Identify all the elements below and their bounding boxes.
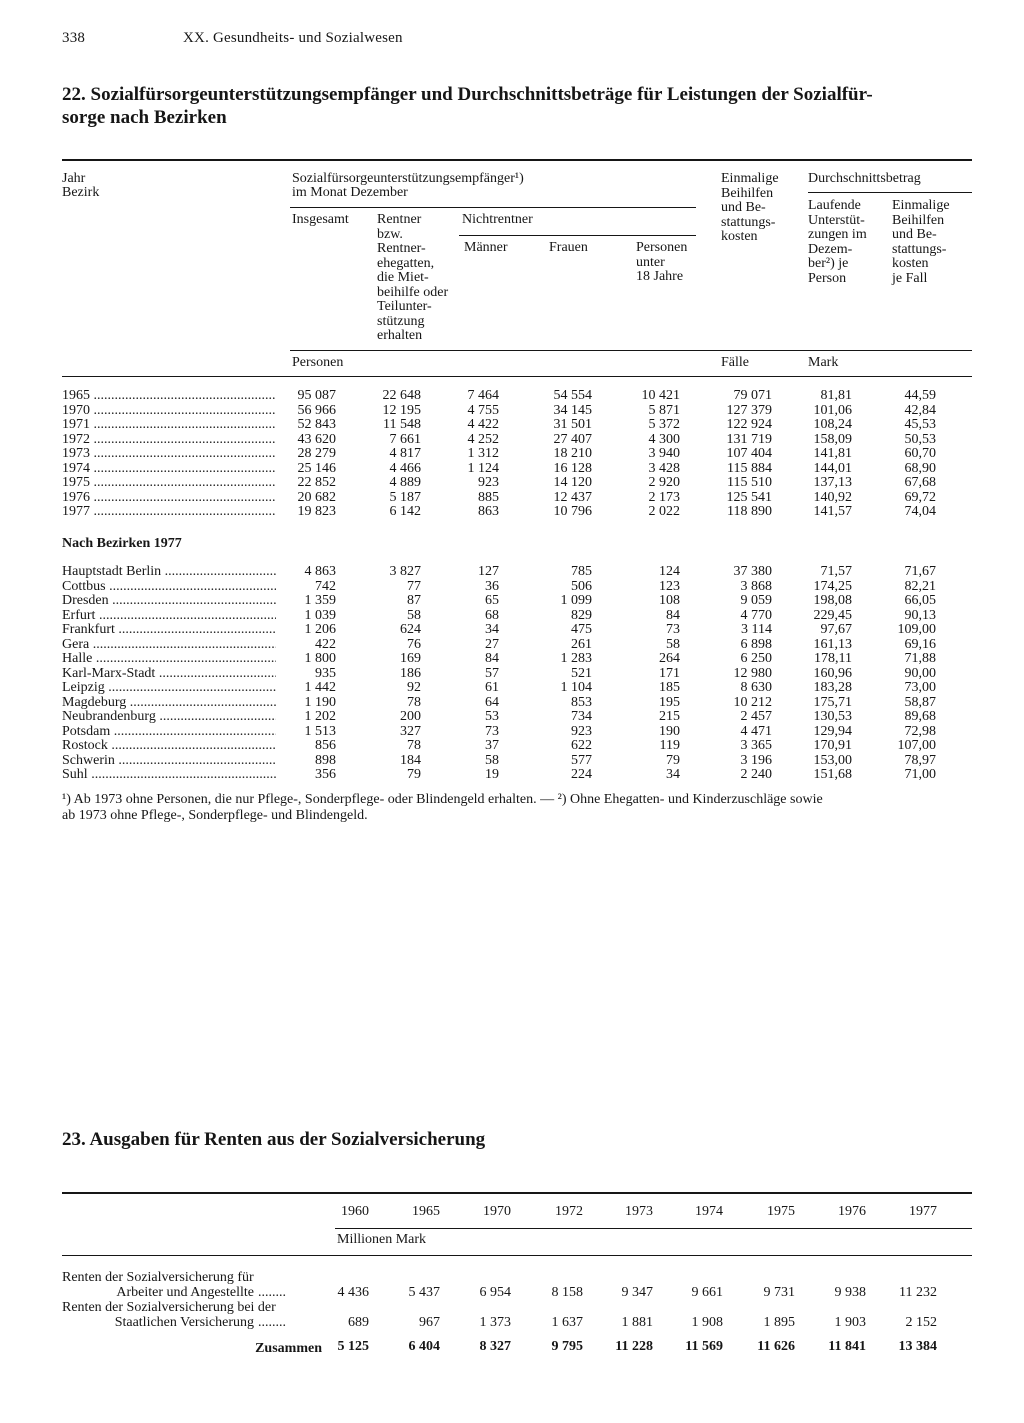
district-row-cell: 174,25 [813, 578, 852, 594]
year-row-cell: 42,84 [904, 402, 936, 418]
year-row-cell: 54 554 [553, 388, 592, 403]
year-row-cell: 27 407 [553, 431, 592, 447]
table23-cell: 1 908 [691, 1314, 723, 1330]
district-row-cell: 78,97 [904, 752, 936, 768]
district-row-cell: 521 [571, 665, 592, 681]
district-row-label: Suhl ..... [62, 768, 276, 783]
district-row-cell: 3 868 [740, 578, 772, 594]
district-row-label: Rostock ..... [62, 739, 276, 754]
district-row-label: Frankfurt ..... [62, 623, 276, 638]
district-row-cell: 506 [571, 578, 592, 594]
year-row-cell: 5 871 [648, 402, 680, 418]
table23-cell: 2 152 [905, 1314, 937, 1330]
col-rentner: Rentner bzw. Rentner- ehegatten, die Miet- beihilfe oder Teilunter- stützung erhalten [377, 212, 449, 343]
table22-top-rule [62, 159, 972, 161]
district-row-cell: 624 [400, 622, 421, 637]
district-row-cell: 161,13 [813, 636, 852, 652]
year-row-label: 1977 ..... [62, 505, 276, 520]
year-row-cell: 108,24 [813, 417, 852, 432]
district-row-cell: 198,08 [813, 593, 852, 608]
page-number: 338 [62, 30, 86, 46]
year-row-cell: 14 120 [553, 475, 592, 490]
year-row-cell: 4 300 [648, 431, 680, 447]
table23-year-header: 1970 [483, 1204, 511, 1219]
year-row-cell: 11 548 [383, 417, 421, 432]
district-row-cell: 178,11 [814, 651, 852, 666]
district-row-label: Leipzig ..... [62, 681, 276, 696]
district-row-cell: 3 827 [389, 564, 421, 579]
table23-total-label: Zusammen [255, 1341, 322, 1356]
district-row-cell: 3 365 [740, 738, 772, 753]
year-row-cell: 4 252 [467, 431, 499, 447]
table23-total-cell: 11 228 [615, 1339, 653, 1354]
district-row-cell: 170,91 [813, 738, 852, 753]
district-row-label: Halle ..... [62, 652, 276, 667]
district-row-cell: 3 114 [741, 622, 772, 637]
col-frauen: Frauen [549, 240, 588, 255]
district-row-cell: 124 [659, 564, 680, 579]
year-row-cell: 56 966 [297, 402, 336, 418]
year-row-cell: 115 884 [727, 460, 772, 476]
year-row-cell: 118 890 [727, 504, 772, 519]
year-row-label: 1965 ..... [62, 389, 276, 404]
year-row-cell: 16 128 [553, 460, 592, 476]
district-row-cell: 34 [666, 767, 680, 782]
table23-cell: 4 436 [337, 1284, 369, 1300]
district-row-cell: 1 104 [560, 680, 592, 695]
table23-year-header: 1973 [625, 1204, 653, 1219]
table23-unit: Millionen Mark [337, 1232, 427, 1247]
year-row-cell: 923 [478, 475, 499, 490]
year-row-cell: 863 [478, 504, 499, 519]
year-row-cell: 1 312 [467, 446, 499, 461]
footnote-2: ab 1973 ohne Pflege-, Sonderpflege- und Blindengeld. [62, 808, 368, 823]
district-row-cell: 190 [659, 723, 680, 739]
district-row-cell: 923 [571, 723, 592, 739]
district-row-cell: 71,88 [904, 651, 936, 666]
table22-group-rule [290, 207, 696, 208]
table23-cell: 1 881 [621, 1314, 653, 1330]
district-row-cell: 37 380 [733, 564, 772, 579]
year-row-cell: 67,68 [904, 475, 936, 490]
district-row-label: Dresden ..... [62, 594, 276, 609]
table23-year-header: 1976 [838, 1204, 866, 1219]
district-row-cell: 175,71 [813, 694, 852, 710]
unit-mark: Mark [808, 355, 839, 370]
district-row-cell: 171 [659, 665, 680, 681]
year-row-cell: 4 817 [389, 446, 421, 461]
district-row-cell: 73,00 [904, 680, 936, 695]
district-row-label: Gera ..... [62, 638, 276, 653]
year-row-cell: 79 071 [733, 388, 772, 403]
district-row-cell: 57 [485, 665, 499, 681]
year-row-label: 1973 ..... [62, 447, 276, 462]
year-row-label: 1972 ..... [62, 433, 276, 448]
year-row-cell: 44,59 [904, 388, 936, 403]
district-row-cell: 169 [400, 651, 421, 666]
district-row-cell: 27 [485, 636, 499, 652]
table23-year-header: 1975 [767, 1204, 795, 1219]
district-row-cell: 734 [571, 709, 592, 724]
table23-year-header: 1965 [412, 1204, 440, 1219]
table23-cell: 8 158 [551, 1284, 583, 1300]
district-row-cell: 77 [407, 578, 421, 594]
district-row-cell: 160,96 [813, 665, 852, 681]
district-row-cell: 935 [315, 665, 336, 681]
year-row-cell: 1 124 [467, 460, 499, 476]
district-row-cell: 71,67 [904, 564, 936, 579]
unit-personen: Personen [292, 355, 344, 370]
year-row-cell: 52 843 [297, 417, 336, 432]
year-row-cell: 140,92 [813, 489, 852, 505]
year-row-cell: 95 087 [297, 388, 336, 403]
district-row-cell: 73 [666, 622, 680, 637]
district-row-cell: 1 359 [304, 593, 336, 608]
table23-cell: 689 [348, 1314, 369, 1330]
table23-cell: 1 895 [763, 1314, 795, 1330]
year-row-label: 1974 ..... [62, 462, 276, 477]
district-row-cell: 785 [571, 564, 592, 579]
district-row-cell: 87 [407, 593, 421, 608]
year-row-cell: 20 682 [297, 489, 336, 505]
table23-total-cell: 8 327 [479, 1339, 511, 1354]
district-row-cell: 1 283 [560, 651, 592, 666]
district-row-cell: 66,05 [904, 593, 936, 608]
district-row-cell: 327 [400, 723, 421, 739]
district-row-label: Neubrandenburg ..... [62, 710, 276, 725]
district-row-cell: 1 513 [304, 723, 336, 739]
district-row-cell: 853 [571, 694, 592, 710]
year-row-cell: 31 501 [553, 417, 592, 432]
district-row-cell: 4 471 [740, 723, 772, 739]
table23-year-header: 1974 [695, 1204, 723, 1219]
district-row-cell: 1 442 [304, 680, 336, 695]
district-row-label: Cottbus ..... [62, 580, 276, 595]
district-row-cell: 1 190 [304, 694, 336, 710]
district-row-cell: 829 [571, 607, 592, 623]
table22-title-line2: sorge nach Bezirken [62, 107, 227, 128]
district-row-cell: 109,00 [897, 622, 936, 637]
district-row-cell: 58 [485, 752, 499, 768]
district-row-cell: 65 [485, 593, 499, 608]
district-row-cell: 79 [407, 767, 421, 782]
district-row-cell: 151,68 [813, 767, 852, 782]
district-row-cell: 2 457 [740, 709, 772, 724]
district-row-cell: 6 250 [740, 651, 772, 666]
district-row-cell: 72,98 [904, 723, 936, 739]
year-row-cell: 2 920 [648, 475, 680, 490]
year-row-cell: 43 620 [297, 431, 336, 447]
year-row-label: 1975 ..... [62, 476, 276, 491]
district-row-cell: 129,94 [813, 723, 852, 739]
table23-cell: 9 347 [621, 1284, 653, 1300]
district-row-cell: 97,67 [820, 622, 852, 637]
col-einmalige-je-fall: Einmalige Beihilfen und Be- stattungs- kosten je Fall [892, 198, 950, 286]
table22-durchschnitt-rule [808, 192, 972, 193]
col-bezirk: Bezirk [62, 185, 100, 200]
year-row-cell: 81,81 [820, 388, 852, 403]
year-row-cell: 50,53 [904, 431, 936, 447]
year-row-cell: 45,53 [904, 417, 936, 432]
district-row-cell: 3 196 [740, 752, 772, 768]
table23-cell: 967 [419, 1314, 440, 1330]
year-row-cell: 141,57 [813, 504, 852, 519]
year-row-label: 1971 ..... [62, 418, 276, 433]
year-row-cell: 18 210 [553, 446, 592, 461]
table23-total-cell: 13 384 [898, 1339, 937, 1354]
table23-row-label: Staatlichen Versicherung [114, 1314, 254, 1330]
district-row-cell: 73 [485, 723, 499, 739]
col-nichtrentner: Nichtrentner [462, 212, 533, 227]
district-row-cell: 71,00 [904, 767, 936, 782]
district-row-cell: 78 [407, 738, 421, 753]
district-row-cell: 127 [478, 564, 499, 579]
unit-faelle: Fälle [721, 355, 749, 370]
col-laufende: Laufende Unterstüt- zungen im Dezem- ber²) je Person [808, 198, 867, 286]
table23-cell: 11 232 [899, 1284, 937, 1300]
table23-year-header: 1972 [555, 1204, 583, 1219]
table23-total-cell: 11 569 [685, 1339, 723, 1354]
district-row-cell: 119 [659, 738, 680, 753]
year-row-cell: 4 755 [467, 402, 499, 418]
year-row-cell: 885 [478, 489, 499, 505]
year-row-cell: 144,01 [813, 460, 852, 476]
district-row-cell: 84 [485, 651, 499, 666]
district-row-cell: 84 [666, 607, 680, 623]
district-row-cell: 79 [666, 752, 680, 768]
table23-total-cell: 9 795 [551, 1339, 583, 1354]
year-row-cell: 68,90 [904, 460, 936, 476]
district-row-cell: 2 240 [740, 767, 772, 782]
year-row-cell: 12 437 [553, 489, 592, 505]
year-row-cell: 69,72 [904, 489, 936, 505]
year-row-cell: 101,06 [813, 402, 852, 418]
year-row-cell: 2 173 [648, 489, 680, 505]
table23-total-cell: 5 125 [337, 1339, 369, 1354]
district-row-cell: 4 770 [740, 607, 772, 623]
district-row-cell: 9 059 [740, 593, 772, 608]
year-row-cell: 3 428 [648, 460, 680, 476]
district-row-cell: 264 [659, 651, 680, 666]
district-row-label: Schwerin ..... [62, 754, 276, 769]
footnote-1: ¹) Ab 1973 ohne Personen, die nur Pflege-, Sonderpflege- oder Blindengeld erhalten. — ²) Ohne Ehegatten- und Kinderzuschläge sowie [62, 792, 823, 807]
year-row-cell: 12 195 [382, 402, 421, 418]
year-row-cell: 10 796 [553, 504, 592, 519]
year-row-cell: 127 379 [726, 402, 772, 418]
district-row-cell: 183,28 [813, 680, 852, 695]
year-row-cell: 28 279 [297, 446, 336, 461]
chapter-title: XX. Gesundheits- und Sozialwesen [183, 30, 403, 46]
table23-cell: 1 637 [551, 1314, 583, 1330]
year-row-cell: 74,04 [904, 504, 936, 519]
table23-cell: 9 661 [691, 1284, 723, 1300]
table22-nichtrentner-rule [459, 235, 696, 236]
district-row-label: Magdeburg ..... [62, 696, 276, 711]
district-row-cell: 58 [407, 607, 421, 623]
district-row-cell: 215 [659, 709, 680, 724]
district-row-cell: 108 [659, 593, 680, 608]
district-row-cell: 6 898 [740, 636, 772, 652]
district-row-label: Karl-Marx-Stadt ..... [62, 667, 276, 682]
table23-top-rule [62, 1192, 972, 1194]
year-row-cell: 4 889 [389, 475, 421, 490]
year-row-cell: 60,70 [904, 446, 936, 461]
district-row-cell: 92 [407, 680, 421, 695]
table23-cell: 9 731 [763, 1284, 795, 1300]
district-row-cell: 68 [485, 607, 499, 623]
district-row-cell: 8 630 [740, 680, 772, 695]
year-row-cell: 7 661 [389, 431, 421, 447]
year-row-cell: 107 404 [726, 446, 772, 461]
table23-row-label: Renten der Sozialversicherung bei der [62, 1300, 276, 1315]
district-row-cell: 90,00 [904, 665, 936, 681]
district-row-cell: 200 [400, 709, 421, 724]
group-empfaenger-l2: im Monat Dezember [292, 185, 408, 200]
year-row-label: 1976 ..... [62, 491, 276, 506]
table23-cell: 9 938 [834, 1284, 866, 1300]
year-row-cell: 141,81 [813, 446, 852, 461]
district-row-cell: 856 [315, 738, 336, 753]
district-row-cell: 58,87 [904, 694, 936, 710]
table23-total-cell: 11 841 [828, 1339, 866, 1354]
district-row-cell: 577 [571, 752, 592, 768]
year-row-cell: 4 466 [389, 460, 421, 476]
district-row-cell: 1 202 [304, 709, 336, 724]
table22-title-line1: 22. Sozialfürsorgeunterstützungsempfänger und Durchschnittsbeträge für Leistungen der Sozialfür- [62, 84, 873, 105]
district-row-cell: 229,45 [813, 607, 852, 623]
district-row-cell: 34 [485, 622, 499, 637]
table22-unit-rule-bottom [62, 376, 972, 377]
district-row-cell: 90,13 [904, 607, 936, 623]
district-row-cell: 475 [571, 622, 592, 637]
year-row-cell: 4 422 [467, 417, 499, 432]
district-row-cell: 195 [659, 694, 680, 710]
district-row-cell: 130,53 [813, 709, 852, 724]
col-jahr: Jahr [62, 171, 86, 186]
table23-total-cell: 6 404 [408, 1339, 440, 1354]
district-row-label: Hauptstadt Berlin ..... [62, 565, 276, 580]
table23-row-label: Renten der Sozialversicherung für [62, 1270, 254, 1285]
col-maenner: Männer [464, 240, 508, 255]
district-row-cell: 12 980 [733, 665, 772, 681]
district-row-cell: 356 [315, 767, 336, 782]
district-row-cell: 89,68 [904, 709, 936, 724]
district-row-cell: 58 [666, 636, 680, 652]
table23-total-cell: 11 626 [757, 1339, 795, 1354]
district-row-cell: 898 [315, 752, 336, 768]
year-row-cell: 5 187 [389, 489, 421, 505]
year-row-cell: 34 145 [553, 402, 592, 418]
year-row-cell: 5 372 [648, 417, 680, 432]
table23-cell: 5 437 [408, 1284, 440, 1300]
district-row-cell: 82,21 [904, 578, 936, 594]
district-row-cell: 10 212 [733, 694, 772, 710]
year-row-cell: 131 719 [726, 431, 772, 447]
district-row-cell: 1 800 [304, 651, 336, 666]
district-row-cell: 69,16 [904, 636, 936, 652]
district-row-cell: 123 [659, 578, 680, 594]
group-empfaenger-l1: Sozialfürsorgeunterstützungsempfänger¹) [292, 171, 524, 186]
district-row-cell: 4 863 [304, 564, 336, 579]
col-einmalige-beihilfen: Einmalige Beihilfen und Be- stattungs- kosten [721, 171, 779, 244]
section-nach-bezirken: Nach Bezirken 1977 [62, 536, 182, 551]
table22-unit-rule-top [290, 350, 972, 351]
district-row-cell: 742 [315, 578, 336, 594]
year-row-cell: 158,09 [813, 431, 852, 447]
table23-row-label: Arbeiter und Angestellte [116, 1284, 254, 1300]
table23-cell: 1 373 [479, 1314, 511, 1330]
year-row-cell: 137,13 [813, 475, 852, 490]
leader-dots: ........ [258, 1314, 286, 1330]
district-row-label: Potsdam ..... [62, 725, 276, 740]
year-row-cell: 2 022 [648, 504, 680, 519]
table23-title: 23. Ausgaben für Renten aus der Sozialversicherung [62, 1129, 486, 1150]
year-row-label: 1970 ..... [62, 404, 276, 419]
district-row-cell: 78 [407, 694, 421, 710]
district-row-cell: 64 [485, 694, 499, 710]
district-row-cell: 1 206 [304, 622, 336, 637]
table23-year-rule [335, 1228, 972, 1229]
district-row-cell: 36 [485, 578, 499, 594]
table23-cell: 1 903 [834, 1314, 866, 1330]
year-row-cell: 19 823 [297, 504, 336, 519]
district-row-cell: 37 [485, 738, 499, 753]
district-row-cell: 1 099 [560, 593, 592, 608]
table23-cell: 6 954 [479, 1284, 511, 1300]
district-row-cell: 107,00 [897, 738, 936, 753]
district-row-cell: 261 [571, 636, 592, 652]
leader-dots: ........ [258, 1284, 286, 1300]
district-row-cell: 224 [571, 767, 592, 782]
year-row-cell: 25 146 [297, 460, 336, 476]
district-row-cell: 71,57 [820, 564, 852, 579]
year-row-cell: 3 940 [648, 446, 680, 461]
district-row-cell: 622 [571, 738, 592, 753]
year-row-cell: 7 464 [467, 388, 499, 403]
table23-unit-rule [62, 1255, 972, 1256]
year-row-cell: 10 421 [641, 388, 680, 403]
district-row-cell: 422 [315, 636, 336, 652]
district-row-cell: 61 [485, 680, 499, 695]
group-durchschnittsbetrag: Durchschnittsbetrag [808, 171, 921, 186]
district-row-cell: 19 [485, 767, 499, 782]
district-row-cell: 184 [400, 752, 421, 768]
district-row-cell: 1 039 [304, 607, 336, 623]
year-row-cell: 115 510 [727, 475, 772, 490]
district-row-label: Erfurt ..... [62, 609, 276, 624]
district-row-cell: 186 [400, 665, 421, 681]
year-row-cell: 125 541 [726, 489, 772, 505]
district-row-cell: 185 [659, 680, 680, 695]
year-row-cell: 122 924 [726, 417, 772, 432]
col-insgesamt: Insgesamt [292, 212, 349, 227]
district-row-cell: 53 [485, 709, 499, 724]
col-personen-u18: Personen unter 18 Jahre [636, 240, 688, 284]
table23-year-header: 1977 [909, 1204, 937, 1219]
district-row-cell: 153,00 [813, 752, 852, 768]
table23-year-header: 1960 [341, 1204, 369, 1219]
year-row-cell: 22 852 [297, 475, 336, 490]
district-row-cell: 76 [407, 636, 421, 652]
year-row-cell: 22 648 [382, 388, 421, 403]
year-row-cell: 6 142 [389, 504, 421, 519]
